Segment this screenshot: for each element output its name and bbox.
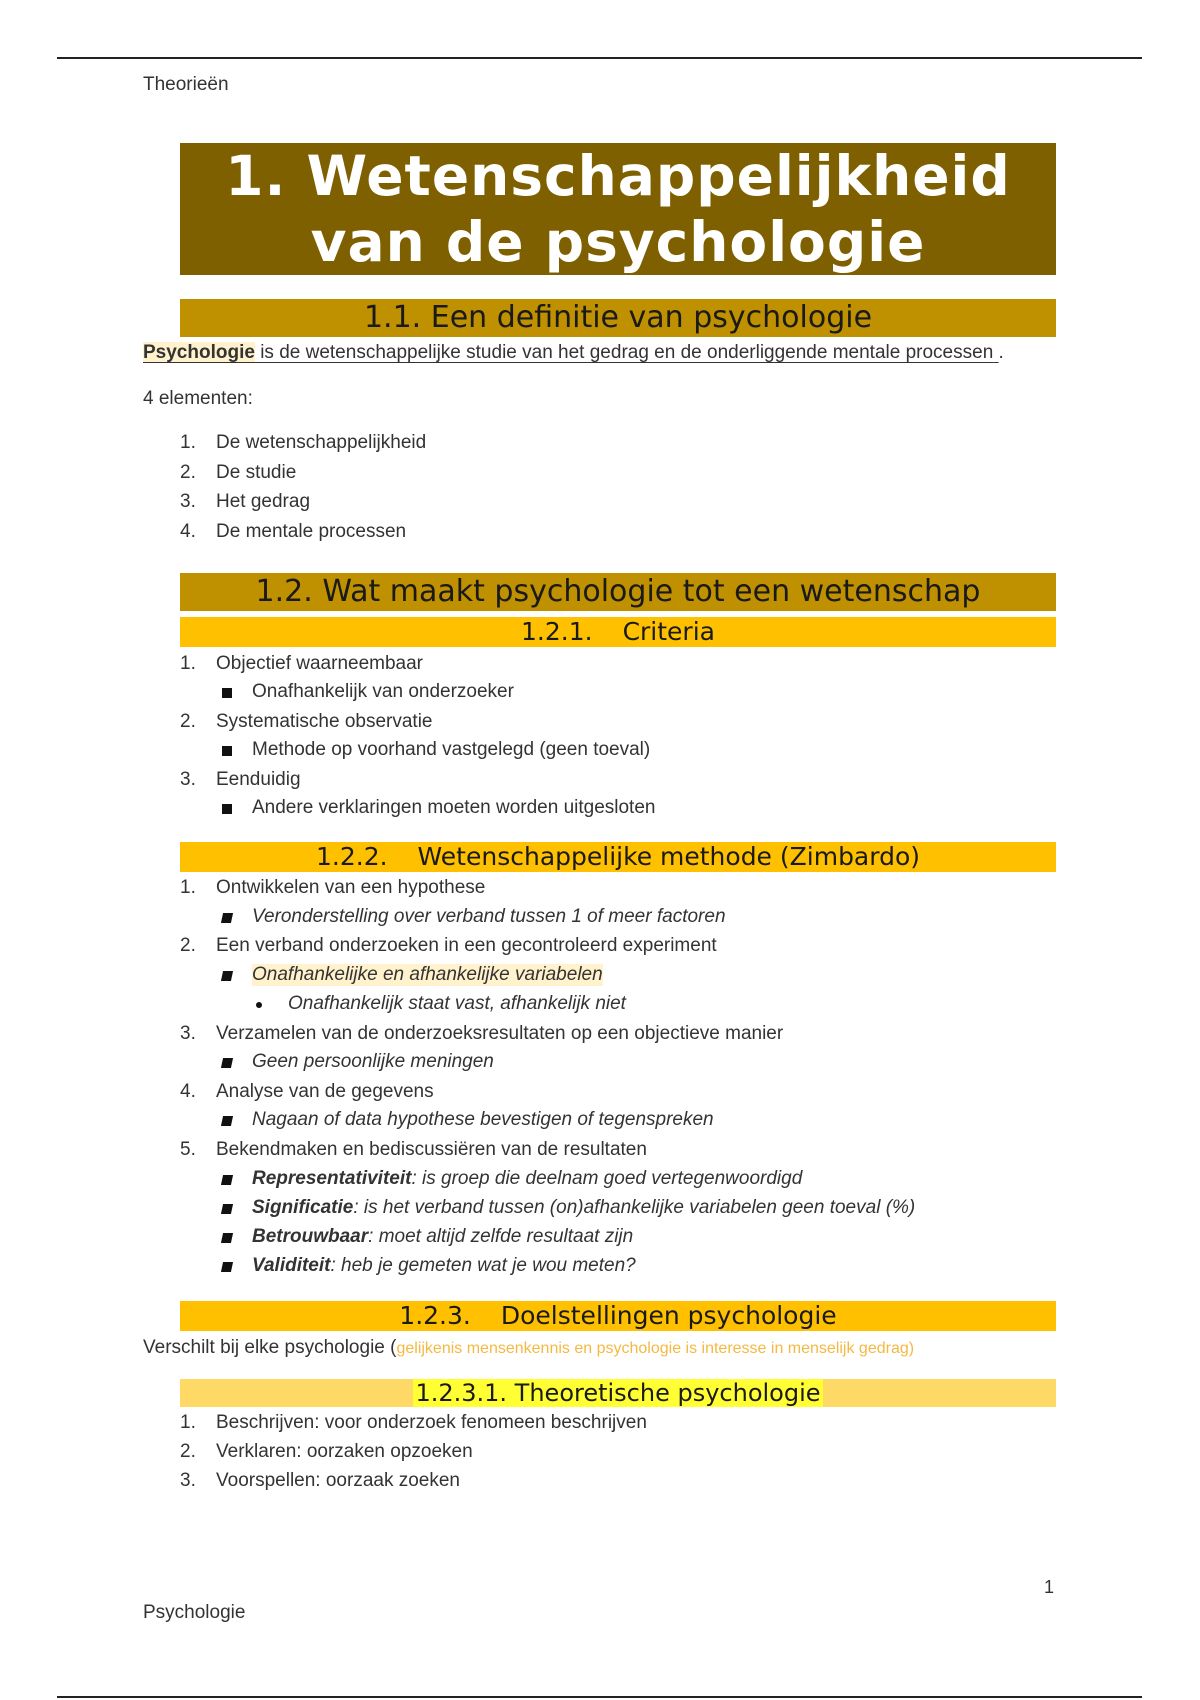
square-bullet-icon	[221, 913, 233, 923]
square-bullet-icon	[221, 971, 233, 981]
square-bullet-icon	[222, 746, 232, 756]
heading-1-2-3-1: 1.2.3.1. Theoretische psychologie	[180, 1379, 1056, 1407]
definition-term: Psychologie	[143, 342, 255, 363]
chapter-title-line1: 1. Wetenschappelijkheid	[225, 144, 1011, 208]
header-rule	[57, 57, 1142, 59]
square-bullet-icon	[221, 1175, 233, 1185]
definition-text: is de wetenschappelijke studie van het gedrag en de onderliggende mentale processen	[254, 342, 994, 363]
square-bullet-icon	[221, 1058, 233, 1068]
bullet-dot-icon	[256, 1002, 262, 1008]
footer-rule	[57, 1696, 1142, 1698]
heading-1-2: 1.2. Wat maakt psychologie tot een wetenschap	[180, 573, 1056, 611]
page-footer: Psychologie	[143, 1602, 246, 1623]
page-header: Theorieën	[143, 74, 229, 95]
chapter-title-line2: van de psychologie	[310, 210, 926, 274]
heading-1-1: 1.1. Een definitie van psychologie	[180, 299, 1056, 337]
square-bullet-icon	[221, 1204, 233, 1214]
goals-intro: Verschilt bij elke psychologie (gelijkenis mensenkennis en psychologie is interesse in menselijk gedrag)	[143, 1337, 915, 1358]
page-number: 1	[1044, 1577, 1055, 1597]
chapter-title	[180, 143, 1056, 275]
square-bullet-icon	[221, 1262, 233, 1272]
definition-end: .	[998, 342, 1004, 363]
heading-1-2-2: 1.2.2. Wetenschappelijke methode (Zimbardo)	[180, 842, 1056, 872]
heading-1-2-3: 1.2.3. Doelstellingen psychologie	[180, 1301, 1056, 1331]
square-bullet-icon	[222, 688, 232, 698]
heading-1-2-1: 1.2.1. Criteria	[180, 617, 1056, 647]
definition-paragraph	[143, 342, 1004, 364]
square-bullet-icon	[221, 1233, 233, 1243]
square-bullet-icon	[222, 804, 232, 814]
square-bullet-icon	[221, 1116, 233, 1126]
elements-intro: 4 elementen:	[143, 388, 253, 409]
